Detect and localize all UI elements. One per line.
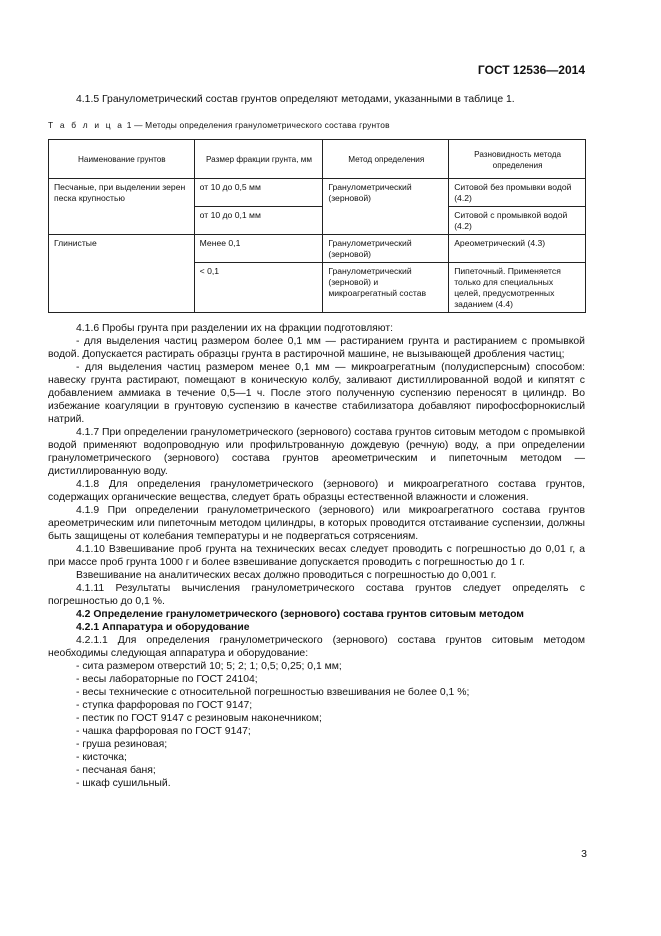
methods-table [48, 139, 586, 313]
cell-size: Менее 0,1 [194, 235, 323, 263]
cell-soil: Песчаные, при выделении зерен песка крупностью [49, 179, 195, 235]
cell-size: от 10 до 0,1 мм [194, 207, 323, 235]
table-row [49, 179, 586, 207]
table-caption [48, 120, 390, 130]
list-item: - кисточка; [76, 752, 127, 763]
paragraph-4-1-10-b: Взвешивание на аналитических весах должно проводиться с погрешностью до 0,001 г. [76, 570, 497, 581]
cell-variant: Ситовой с промывкой водой (4.2) [449, 207, 586, 235]
list-item: - песчаная баня; [76, 765, 156, 776]
cell-variant: Пипеточный. Применяется только для специальных целей, предусмотренных заданием (4.4) [449, 263, 586, 313]
subsection-heading-4-2-1: 4.2.1 Аппаратура и оборудование [76, 622, 250, 633]
list-item: - чашка фарфоровая по ГОСТ 9147; [76, 726, 251, 737]
list-item: - ступка фарфоровая по ГОСТ 9147; [76, 700, 253, 711]
cell-size: от 10 до 0,5 мм [194, 179, 323, 207]
header-soil: Наименование грунтов [49, 140, 195, 179]
section-heading-4-2: 4.2 Определение гранулометрического (зернового) состава грунтов ситовым методом [76, 609, 524, 620]
page-number: 3 [581, 848, 587, 860]
cell-method: Гранулометрический (зерновой) и микроагрегатный состав [323, 263, 449, 313]
header-variant: Разновидность метода определения [449, 140, 586, 179]
standard-number: ГОСТ 12536—2014 [477, 63, 585, 77]
paragraph-4-1-9: 4.1.9 При определении гранулометрического (зернового) или микроагрегатного состава грунтов ареометрическим или пипеточным методом цилиндры, в которых проводится отстаивание суспензии, должны быть защищены от колебания температуры и не подвергаться сотрясениям. [48, 505, 585, 542]
body-text [48, 322, 585, 790]
header-size: Размер фракции грунта, мм [194, 140, 323, 179]
paragraph-4-1-8: 4.1.8 Для определения гранулометрического (зернового) и микроагрегатного состава грунтов, содержащих органические вещества, следует брать образцы естественной влажности и сложения. [48, 479, 585, 503]
paragraph-4-1-6-b: - для выделения частиц размером менее 0,1 мм — микроагрегатным (полудисперсным) способом: навеску грунта растирают, помещают в коническую колбу, заливают дистиллированной водой и кипятят с добавлением аммиака в течение 0,5—1 ч. После этого полученную суспензию переносят в цилиндр. Во избежание коагуляции в грунтовую суспензию в качестве стабилизатора добавляют пирофосфорнокислый натрий. [48, 362, 585, 425]
table-row [49, 235, 586, 263]
list-item: - шкаф сушильный. [76, 778, 171, 789]
header-method: Метод определения [323, 140, 449, 179]
cell-soil: Глинистые [49, 235, 195, 313]
list-item: - груша резиновая; [76, 739, 168, 750]
list-item: - весы технические с относительной погрешностью взвешивания не более 0,1 %; [76, 687, 470, 698]
paragraph-4-1-6-a: - для выделения частиц размером более 0,1 мм — растиранием грунта и растиранием с промывкой водой. Допускается растирать образцы грунта в растирочной машине, не вызывающей дробления частиц; [48, 336, 585, 360]
paragraph-4-1-11: 4.1.11 Результаты вычисления гранулометрического состава грунтов следует определять с погрешностью до 0,1 %. [48, 583, 585, 607]
table-caption-text: 1 — Методы определения гранулометрического состава грунтов [126, 120, 390, 130]
cell-size: < 0,1 [194, 263, 323, 313]
paragraph-4-1-7: 4.1.7 При определении гранулометрического (зернового) состава грунтов ситовым методом с промывкой водой применяют водопроводную или профильтрованную дождевую (речную) воду, а при определении гранулометрического (зернового) состава грунтов ареометрическим и пипеточным методом — дистиллированную воду. [48, 427, 585, 477]
cell-method: Гранулометрический (зерновой) [323, 235, 449, 263]
paragraph-4-1-10: 4.1.10 Взвешивание проб грунта на технических весах следует проводить с погрешностью до 0,01 г, а при массе проб грунта 1000 г и более взвешивание допускается проводить с погрешностью до 1 г. [48, 544, 585, 568]
list-item: - сита размером отверстий 10; 5; 2; 1; 0,5; 0,25; 0,1 мм; [76, 661, 342, 672]
cell-method: Гранулометрический (зерновой) [323, 179, 449, 235]
paragraph-4-1-6: 4.1.6 Пробы грунта при разделении их на фракции подготовляют: [76, 323, 394, 334]
cell-variant: Ситовой без промывки водой (4.2) [449, 179, 586, 207]
list-item: - весы лабораторные по ГОСТ 24104; [76, 674, 258, 685]
list-item: - пестик по ГОСТ 9147 с резиновым наконечником; [76, 713, 322, 724]
table-caption-prefix: Т а б л и ц а [48, 120, 125, 130]
paragraph-4-1-5: 4.1.5 Гранулометрический состав грунтов определяют методами, указанными в таблице 1. [76, 94, 515, 105]
paragraph-4-2-1-1: 4.2.1.1 Для определения гранулометрического (зернового) состава грунтов ситовым методом необходимы следующая аппаратура и оборудование: [48, 635, 585, 659]
cell-variant: Ареометрический (4.3) [449, 235, 586, 263]
table-header-row [49, 140, 586, 179]
